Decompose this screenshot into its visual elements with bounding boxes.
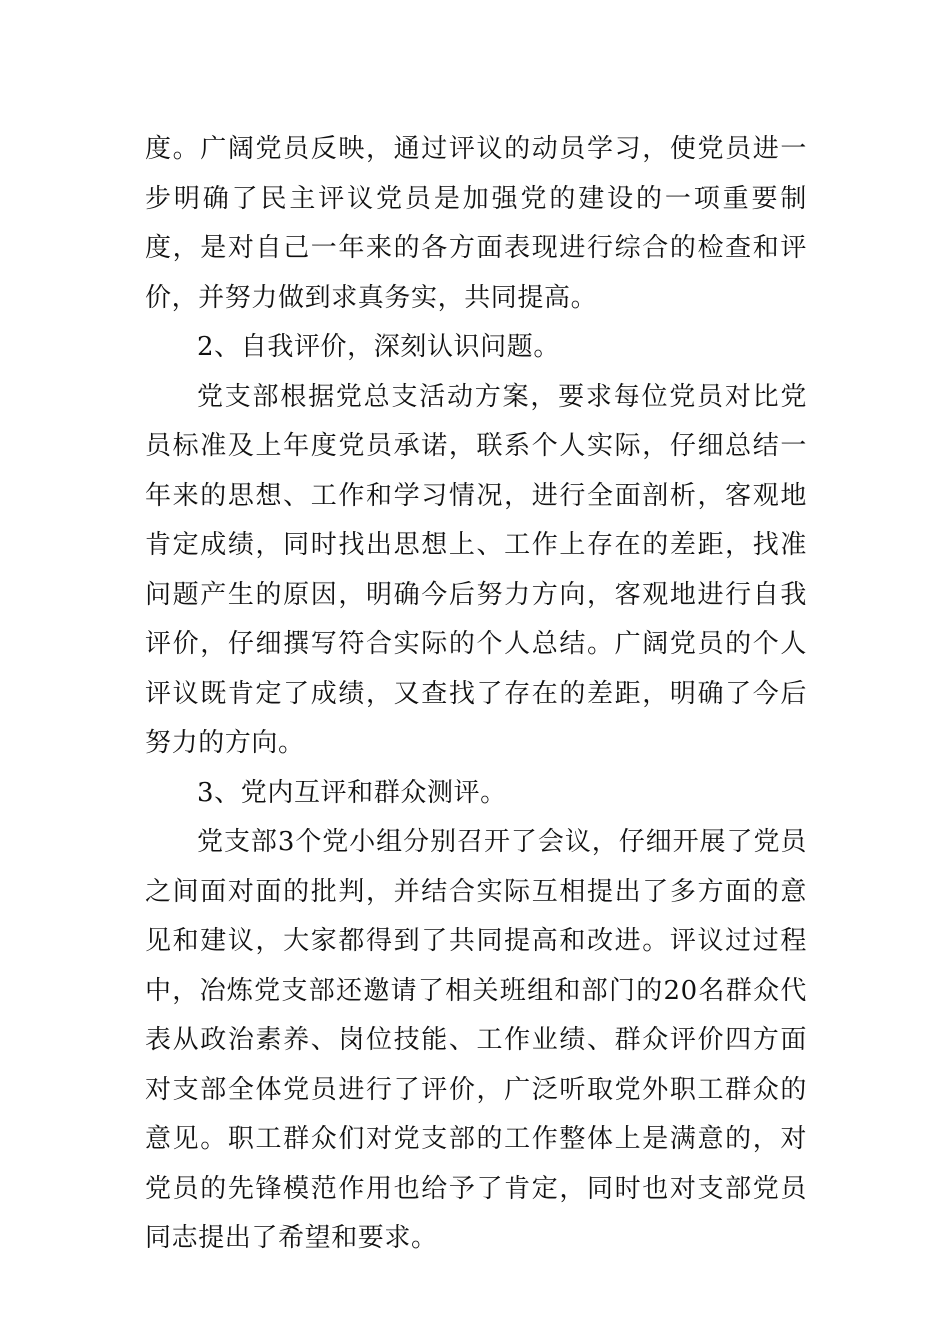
section-heading-self-evaluation: 2、自我评价，深刻认识问题。 [197,332,560,362]
paragraph-self-evaluation: 党支部根据党总支活动方案，要求每位党员对比党员标准及上年度党员承诺，联系个人实际，仔细总结一年来的思想、工作和学习情况，进行全面剖析，客观地肯定成绩，同时找出思想上、工作上存在的差距，找准问题产生的原因，明确今后努力方向，客观地进行自我评价，仔细撰写符合实际的个人总结。广阔党员的个人评议既肯定了成绩，又查找了存在的差距，明确了今后努力的方向。 [145,381,807,758]
paragraph-mutual-evaluation: 党支部3个党小组分别召开了会议，仔细开展了党员之间面对面的批判，并结合实际互相提出了多方面的意见和建议，大家都得到了共同提高和改进。评议过过程中，冶炼党支部还邀请了相关班组和部门的20名群众代表从政治素养、岗位技能、工作业绩、群众评价四方面对支部全体党员进行了评价，广泛听取党外职工群众的意见。职工群众们对党支部的工作整体上是满意的，对党员的先锋模范作用也给予了肯定，同时也对支部党员同志提出了希望和要求。 [145,827,807,1253]
section-heading-mutual-evaluation: 3、党内互评和群众测评。 [197,777,507,808]
document-body [145,125,807,1264]
paragraph-continuation: 度。广阔党员反映，通过评议的动员学习，使党员进一步明确了民主评议党员是加强党的建设的一项重要制度，是对自己一年来的各方面表现进行综合的检查和评价，并努力做到求真务实，共同提高。 [145,134,807,313]
